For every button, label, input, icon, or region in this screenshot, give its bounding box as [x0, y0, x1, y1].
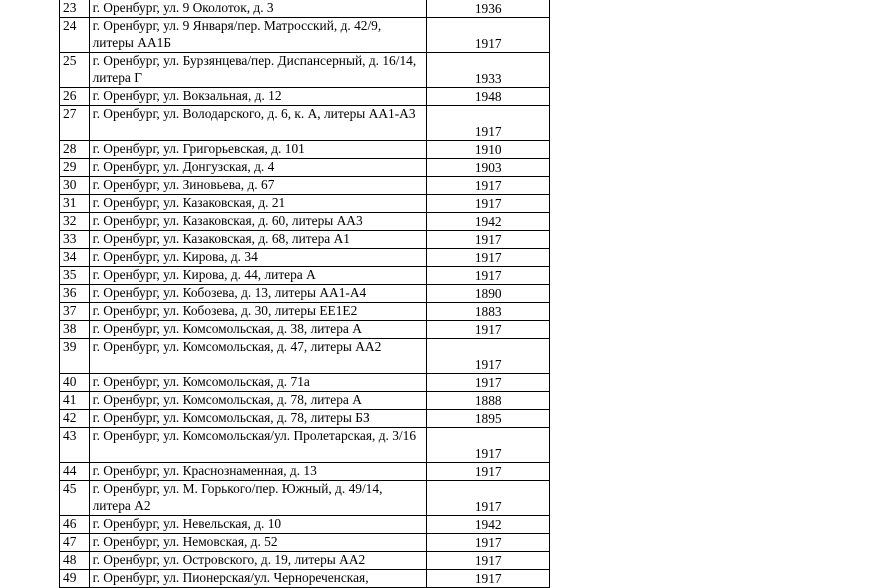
row-year: 1890 — [427, 285, 550, 303]
heritage-objects-table — [59, 0, 550, 588]
row-number: 40 — [60, 374, 90, 392]
row-year: 1917 — [427, 534, 550, 552]
table-row — [60, 392, 550, 410]
row-year: 1942 — [427, 213, 550, 231]
table-row — [60, 53, 550, 88]
row-number: 41 — [60, 392, 90, 410]
row-year: 1933 — [427, 53, 550, 88]
row-number: 39 — [60, 339, 90, 374]
row-year: 1903 — [427, 159, 550, 177]
row-address: г. Оренбург, ул. Казаковская, д. 21 — [89, 195, 427, 213]
row-year: 1917 — [427, 552, 550, 570]
table-row — [60, 339, 550, 374]
row-year: 1883 — [427, 303, 550, 321]
row-year: 1910 — [427, 141, 550, 159]
row-address: г. Оренбург, ул. Комсомольская, д. 78, литера А — [89, 392, 427, 410]
table-row — [60, 18, 550, 53]
row-number: 42 — [60, 410, 90, 428]
row-number: 34 — [60, 249, 90, 267]
row-number: 45 — [60, 481, 90, 516]
table-row — [60, 303, 550, 321]
table-row — [60, 428, 550, 463]
row-year: 1917 — [427, 463, 550, 481]
row-year: 1917 — [427, 481, 550, 516]
row-address: г. Оренбург, ул. Зиновьева, д. 67 — [89, 177, 427, 195]
row-address: г. Оренбург, ул. 9 Января/пер. Матросский, д. 42/9, литеры АА1Б — [89, 18, 427, 53]
row-year: 1917 — [427, 231, 550, 249]
table-row — [60, 141, 550, 159]
table-row — [60, 410, 550, 428]
row-number: 43 — [60, 428, 90, 463]
table-row — [60, 159, 550, 177]
row-number: 33 — [60, 231, 90, 249]
table-row — [60, 285, 550, 303]
table-row — [60, 213, 550, 231]
row-number: 27 — [60, 106, 90, 141]
row-year: 1936 — [427, 0, 550, 18]
row-address: г. Оренбург, ул. Краснознаменная, д. 13 — [89, 463, 427, 481]
row-address: г. Оренбург, ул. Казаковская, д. 60, литеры АА3 — [89, 213, 427, 231]
row-number: 35 — [60, 267, 90, 285]
table-row — [60, 374, 550, 392]
row-number: 37 — [60, 303, 90, 321]
row-year: 1942 — [427, 516, 550, 534]
row-year: 1948 — [427, 88, 550, 106]
row-number: 47 — [60, 534, 90, 552]
row-number: 30 — [60, 177, 90, 195]
table-row — [60, 231, 550, 249]
row-year: 1917 — [427, 106, 550, 141]
row-number: 36 — [60, 285, 90, 303]
row-number: 46 — [60, 516, 90, 534]
row-number: 32 — [60, 213, 90, 231]
row-year: 1917 — [427, 339, 550, 374]
row-address: г. Оренбург, ул. Кирова, д. 34 — [89, 249, 427, 267]
row-year: 1917 — [427, 195, 550, 213]
table-row — [60, 177, 550, 195]
row-year: 1917 — [427, 249, 550, 267]
row-address: г. Оренбург, ул. Невельская, д. 10 — [89, 516, 427, 534]
row-year: 1917 — [427, 374, 550, 392]
row-number: 48 — [60, 552, 90, 570]
row-address: г. Оренбург, ул. Комсомольская, д. 78, литеры БЗ — [89, 410, 427, 428]
row-number: 31 — [60, 195, 90, 213]
table-row — [60, 249, 550, 267]
table-row — [60, 106, 550, 141]
row-address: г. Оренбург, ул. Кобозева, д. 13, литеры АА1-А4 — [89, 285, 427, 303]
row-year: 1917 — [427, 321, 550, 339]
row-year: 1917 — [427, 18, 550, 53]
table-row — [60, 481, 550, 516]
table-row — [60, 88, 550, 106]
row-year: 1917 — [427, 570, 550, 588]
table-row — [60, 534, 550, 552]
row-address: г. Оренбург, ул. Пионерская/ул. Чернореченская, — [89, 570, 427, 588]
row-year: 1888 — [427, 392, 550, 410]
row-number: 28 — [60, 141, 90, 159]
row-address: г. Оренбург, ул. Комсомольская/ул. Пролетарская, д. 3/16 — [89, 428, 427, 463]
row-address: г. Оренбург, ул. М. Горького/пер. Южный, д. 49/14, литера А2 — [89, 481, 427, 516]
table-row — [60, 463, 550, 481]
row-number: 23 — [60, 0, 90, 18]
row-address: г. Оренбург, ул. Комсомольская, д. 47, литеры АА2 — [89, 339, 427, 374]
row-address: г. Оренбург, ул. Казаковская, д. 68, литера А1 — [89, 231, 427, 249]
row-year: 1895 — [427, 410, 550, 428]
row-address: г. Оренбург, ул. Бурзянцева/пер. Диспансерный, д. 16/14, литера Г — [89, 53, 427, 88]
row-year: 1917 — [427, 428, 550, 463]
row-address: г. Оренбург, ул. Немовская, д. 52 — [89, 534, 427, 552]
table-row — [60, 570, 550, 588]
row-address: г. Оренбург, ул. Володарского, д. 6, к. А, литеры АА1-А3 — [89, 106, 427, 141]
row-address: г. Оренбург, ул. Григорьевская, д. 101 — [89, 141, 427, 159]
row-year: 1917 — [427, 177, 550, 195]
row-number: 44 — [60, 463, 90, 481]
row-number: 29 — [60, 159, 90, 177]
table-row — [60, 552, 550, 570]
table-row — [60, 267, 550, 285]
row-number: 24 — [60, 18, 90, 53]
table-row — [60, 321, 550, 339]
row-address: г. Оренбург, ул. Кирова, д. 44, литера А — [89, 267, 427, 285]
row-address: г. Оренбург, ул. Комсомольская, д. 38, литера А — [89, 321, 427, 339]
row-address: г. Оренбург, ул. Комсомольская, д. 71а — [89, 374, 427, 392]
table-row — [60, 516, 550, 534]
row-number: 26 — [60, 88, 90, 106]
row-number: 49 — [60, 570, 90, 588]
row-address: г. Оренбург, ул. Кобозева, д. 30, литеры ЕЕ1Е2 — [89, 303, 427, 321]
table-row — [60, 0, 550, 18]
row-address: г. Оренбург, ул. Островского, д. 19, литеры АА2 — [89, 552, 427, 570]
row-address: г. Оренбург, ул. 9 Околоток, д. 3 — [89, 0, 427, 18]
row-year: 1917 — [427, 267, 550, 285]
row-address: г. Оренбург, ул. Донгузская, д. 4 — [89, 159, 427, 177]
row-number: 38 — [60, 321, 90, 339]
table-body — [60, 0, 550, 588]
row-address: г. Оренбург, ул. Вокзальная, д. 12 — [89, 88, 427, 106]
row-number: 25 — [60, 53, 90, 88]
table-row — [60, 195, 550, 213]
